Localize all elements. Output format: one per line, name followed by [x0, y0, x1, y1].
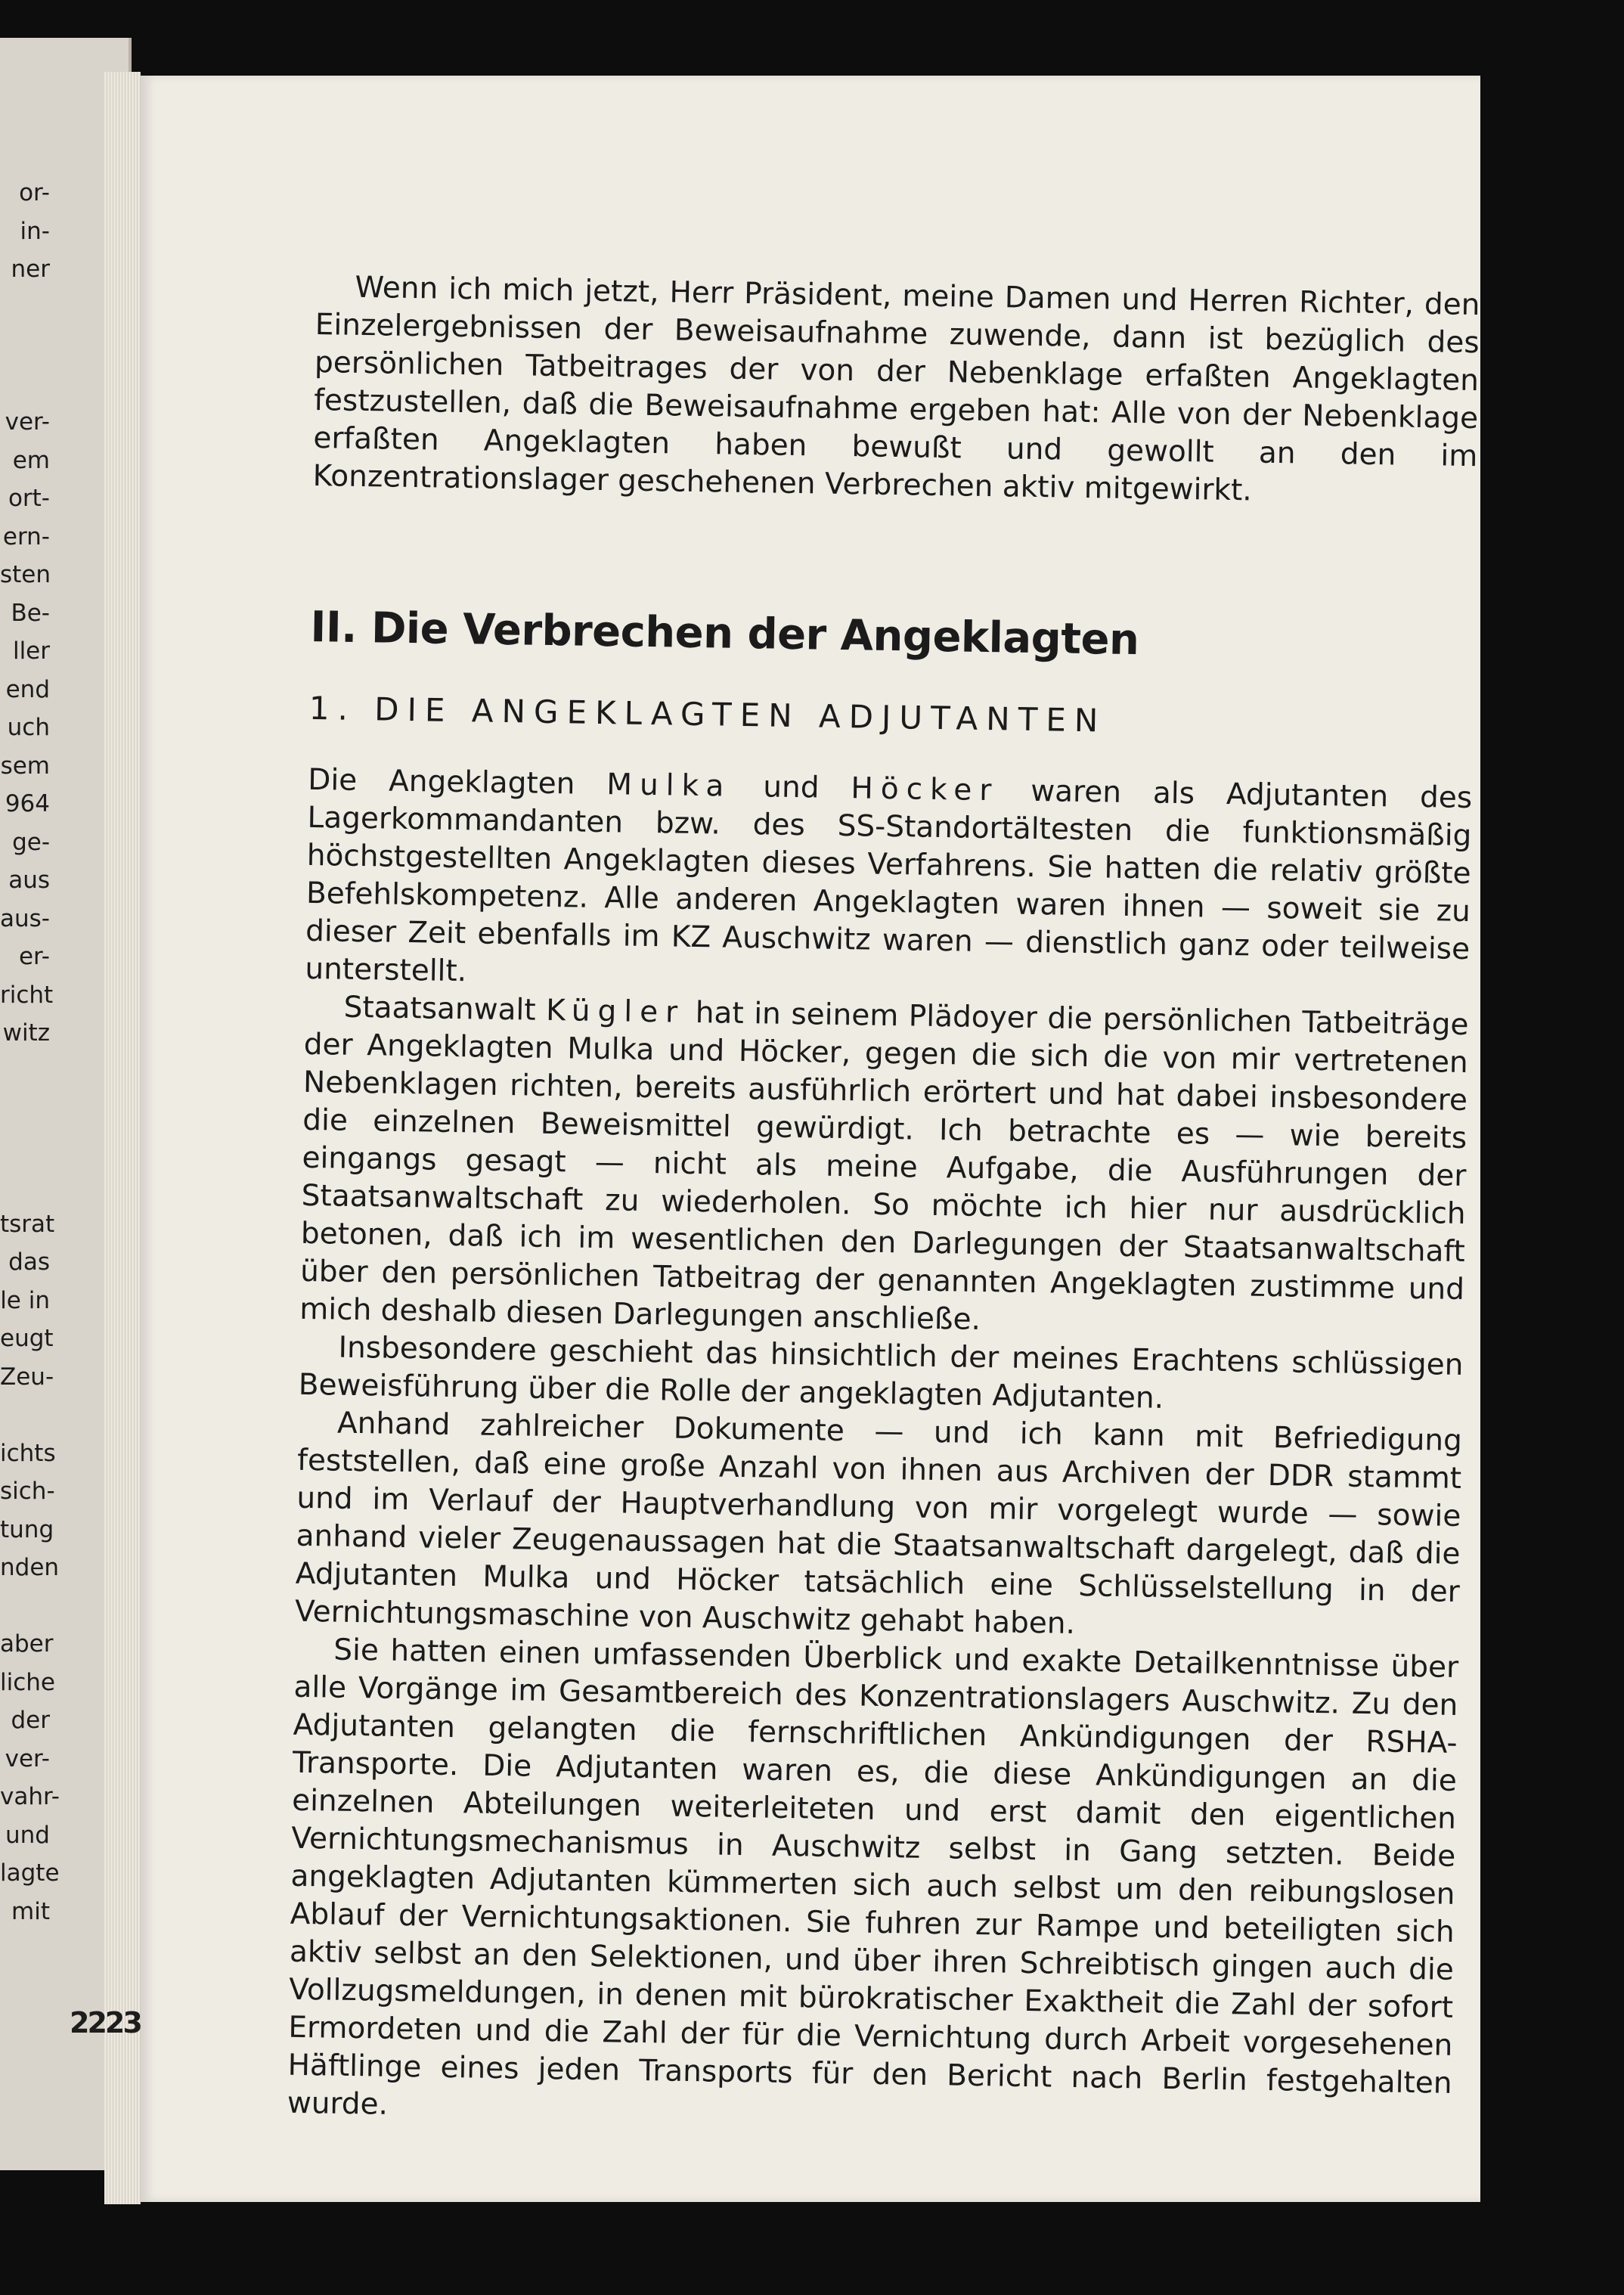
left-fragment: tung: [0, 1515, 54, 1543]
section-heading: II. Die Verbrechen der Angeklagten: [310, 602, 1139, 665]
left-fragment: le in: [0, 1286, 50, 1314]
paragraph-ueberblick: Sie hatten einen umfassenden Überblick und exakte Detailkenntnisse über alle Vorgänge im Gesamtbereich des Konzentrationslagers Auschwitz. Zu den Adjutanten gelangten die fernschriftlichen Ankündigungen der RSHA-Transporte. Die Adjutanten waren es, die diese Ankündigungen an die einzelnen Abteilungen weiterleiteten und erst damit den eigentlichen Vernichtungsmechanismus in Auschwitz selbst in Gang setzten. Beide angeklagten Adjutanten kümmerten sich auch selbst um den reibungslosen Ablauf der Vernichtungsaktionen. Sie fuhren zur Rampe und beteiligten sich aktiv selbst an den Selektionen, und über ihren Schreibtisch gingen auch die Vollzugsmeldungen, in denen mit bürokratischer Exaktheit die Zahl der sofort Ermordeten und die Zahl der für die Vernichtung durch Arbeit vorgesehenen Häftlinge eines jeden Transports für den Bericht nach Berlin festgehalten wurde.: [287, 1633, 1459, 2122]
left-fragment: mit: [11, 1897, 50, 1925]
left-fragment: ort-: [8, 485, 50, 512]
left-fragment: ner: [11, 256, 50, 283]
left-fragment: Zeu-: [0, 1363, 54, 1391]
left-fragment: aus: [8, 867, 50, 894]
left-fragment: nden: [0, 1554, 60, 1581]
left-fragment: ver-: [5, 1745, 50, 1772]
left-fragment: sten: [0, 561, 51, 588]
left-fragment: ller: [12, 637, 50, 665]
left-fragment: em: [12, 446, 50, 474]
page-edges: [104, 72, 141, 2204]
name-kuegler: Kügler: [545, 993, 686, 1030]
left-fragment: sem: [0, 752, 50, 780]
left-fragment: vahr-: [0, 1783, 60, 1810]
left-fragment: tsrat: [0, 1210, 55, 1238]
left-fragment: und: [5, 1821, 50, 1849]
left-fragment: aus-: [0, 904, 50, 932]
left-fragment: ern-: [2, 523, 50, 550]
paragraph-adjutanten-intro: Die Angeklagten Mulka und Höcker waren als Adjutanten des Lagerkommandanten bzw. des SS-Standortältesten die funktionsmäßig höchstgestellten Angeklagten dieses Verfahrens. Sie hatten die relativ größte Befehlskompetenz. Alle anderen Angeklagten waren ihnen — soweit sie zu dieser Zeit ebenfalls im KZ Auschwitz waren — dienstlich ganz oder teilweise unterstellt.: [305, 762, 1473, 989]
left-fragment: richt: [0, 981, 54, 1009]
left-fragment: in-: [20, 217, 50, 245]
left-fragment: ge-: [12, 828, 50, 856]
left-fragment: eugt: [0, 1325, 54, 1352]
document-page: [141, 76, 1480, 2202]
paragraph-beweisfuehrung: Insbesondere geschieht das hinsichtlich der meines Erachtens schlüssigen Beweisführung über die Rolle der angeklagten Adjutanten.: [298, 1330, 1464, 1416]
left-fragment: lagte: [0, 1859, 60, 1887]
left-fragment: uch: [7, 714, 50, 741]
left-fragment: der: [11, 1707, 50, 1734]
left-fragment: 964: [5, 790, 50, 817]
paragraph-kuegler: Staatsanwalt Kügler hat in seinem Plädoyer die persönlichen Tatbeiträge der Angeklagten Mulka und Höcker, gegen die sich die von mir vertretenen Nebenklagen richten, bereits ausführlich erörtert und hat dabei insbesondere die einzelnen Beweismittel gewürdigt. Ich betrachte es — wie bereits eingangs gesagt — nicht als meine Aufgabe, die Ausführungen der Staatsanwaltschaft zu wiederholen. So möchte ich hier nur ausdrücklich betonen, daß ich im wesentlichen den Darlegungen der Staatsanwaltschaft über den persönlichen Tatbeitrag der genannten Angeklagten zustimme und mich deshalb diesen Darlegungen anschließe.: [299, 990, 1469, 1337]
page-number: 2223: [70, 2006, 141, 2039]
subsection-heading: 1. DIE ANGEKLAGTEN ADJUTANTEN: [308, 689, 1107, 740]
left-fragment: ichts: [0, 1439, 56, 1467]
left-fragment: or-: [19, 179, 50, 206]
document-body: [287, 268, 1480, 2141]
intro-paragraph: Wenn ich mich jetzt, Herr Präsident, meine Damen und Herren Richter, den Einzelergebnissen der Beweisaufnahme zuwende, dann ist bezüglich des persönlichen Tatbeitrages der von der Nebenklage erfaßten Angeklagten festzustellen, daß die Beweisaufnahme ergeben hat: Alle von der Nebenklage erfaßten Angeklagten haben bewußt und gewollt an den im Konzentrationslager geschehenen Verbrechen aktiv mitgewirkt.: [312, 270, 1480, 508]
left-fragment: das: [8, 1248, 50, 1276]
left-fragment: aber: [0, 1630, 54, 1658]
left-fragment: er-: [18, 943, 50, 970]
paragraph-dokumente: Anhand zahlreicher Dokumente — und ich kann mit Befriedigung feststellen, daß eine große Anzahl von ihnen aus Archiven der DDR stammt und im Verlauf der Hauptverhandlung von mir vorgelegt wurde — sowie anhand vieler Zeugenaussagen hat die Staatsanwaltschaft dargelegt, daß die Adjutanten Mulka und Höcker tatsächlich eine Schlüsselstellung in der Vernichtungsmaschine von Auschwitz gehabt haben.: [294, 1406, 1463, 1641]
left-fragment: witz: [2, 1019, 50, 1047]
name-hoecker: Höcker: [851, 771, 1000, 808]
left-fragment: end: [5, 675, 50, 703]
left-fragment: ver-: [5, 408, 50, 436]
left-fragment: sich-: [0, 1478, 55, 1505]
left-fragment: Be-: [11, 599, 50, 627]
left-page-text-fragments: [0, 174, 60, 1931]
name-mulka: Mulka: [606, 768, 732, 804]
left-fragment: liche: [0, 1668, 55, 1696]
